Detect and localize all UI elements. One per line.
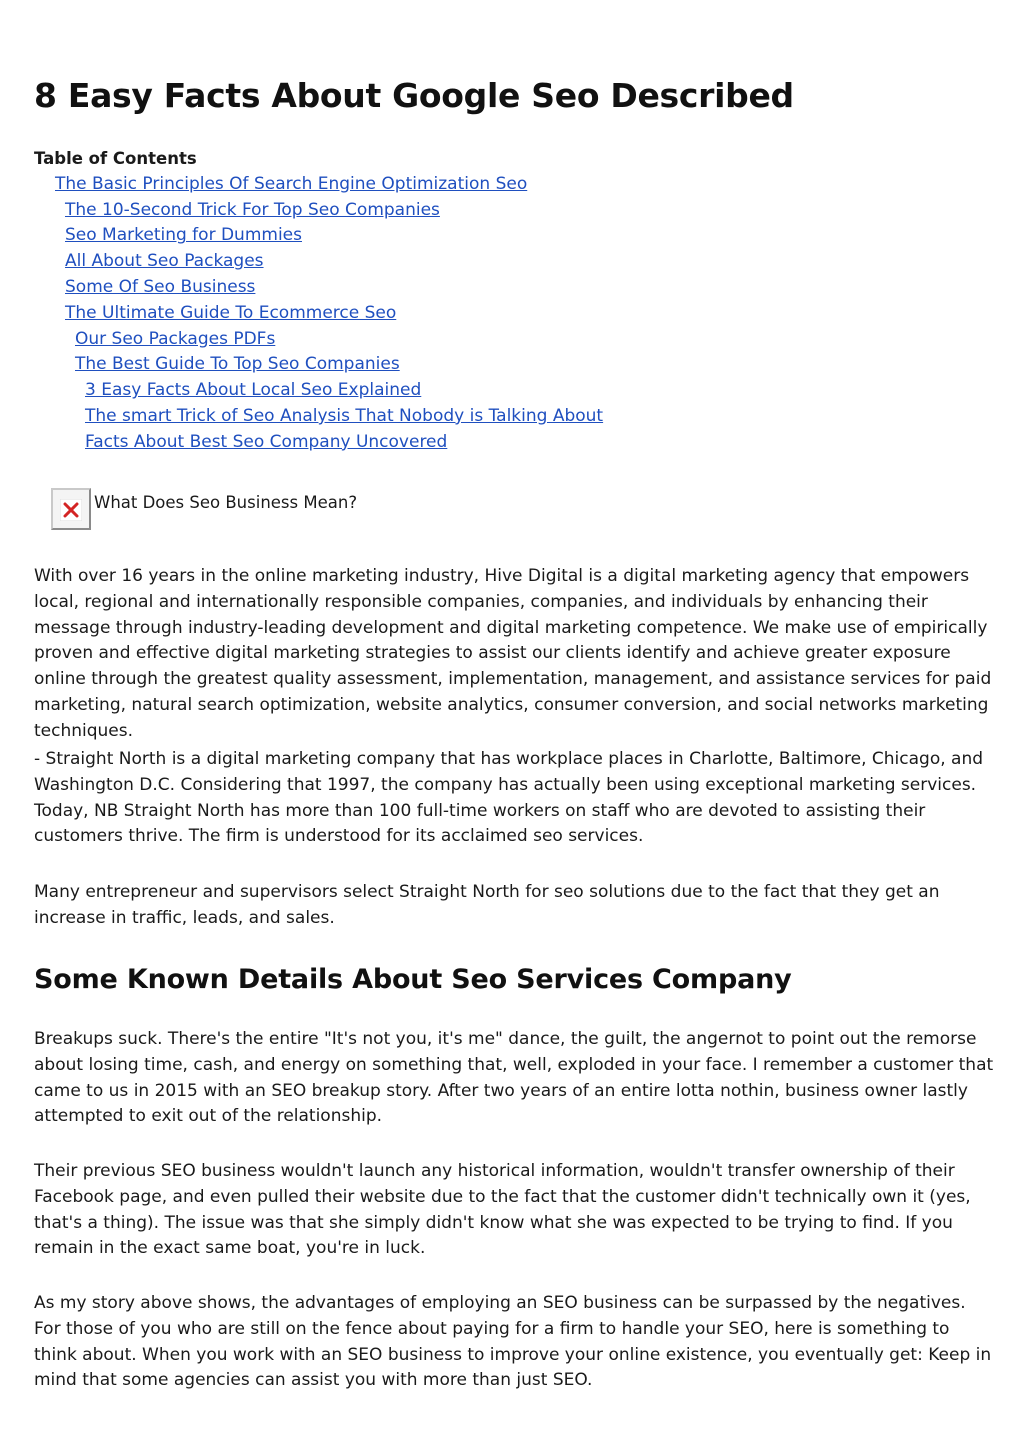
toc-item	[34, 352, 990, 378]
paragraph-hive-digital: With over 16 years in the online marketing industry, Hive Digital is a digital marketing agency that empowers local, regional and internationally responsible companies, companies, and individuals by enhancing their message through industry-leading development and digital marketing competence. We make use of empirically proven and effective digital marketing strategies to assist our clients identify and achieve greater exposure online through the greatest quality assessment, implementation, management, and assistance services for paid marketing, natural search optimization, website analytics, consumer conversion, and social networks marketing techniques.	[34, 566, 992, 741]
toc-item	[34, 378, 990, 404]
red-x-icon	[60, 499, 82, 521]
toc-heading: Table of Contents	[34, 149, 197, 168]
toc-link-ecommerce-seo[interactable]: The Ultimate Guide To Ecommerce Seo	[65, 302, 397, 323]
toc-link-seo-packages-pdfs[interactable]: Our Seo Packages PDFs	[75, 328, 276, 349]
broken-image-figure	[51, 488, 357, 530]
image-alt-text: What Does Seo Business Mean?	[94, 493, 358, 512]
toc-item	[34, 301, 990, 327]
toc-item	[34, 223, 990, 249]
toc-link-best-seo-company[interactable]: Facts About Best Seo Company Uncovered	[85, 431, 448, 452]
section-heading: Some Known Details About Seo Services Company	[34, 964, 792, 995]
toc-item	[34, 327, 990, 353]
toc-link-seo-business[interactable]: Some Of Seo Business	[65, 276, 256, 297]
paragraph-breakups: Breakups suck. There's the entire "It's not you, it's me" dance, the guilt, the angernot to point out the remorse about losing time, cash, and energy on something that, well, exploded in your face. I remember a customer that came to us in 2015 with an SEO breakup story. After two years of an entire lotta nothin, business owner lastly attempted to exit out of the relationship.	[34, 1029, 994, 1127]
paragraph-entrepreneurs: Many entrepreneur and supervisors select Straight North for seo solutions due to the fact that they get an increase in traffic, leads, and sales.	[34, 882, 940, 928]
paragraph-story: As my story above shows, the advantages of employing an SEO business can be surpassed by the negatives. For those of you who are still on the fence about paying for a firm to handle your SEO, here is something to think about. When you work with an SEO business to improve your online existence, you eventually get: Keep in mind that some agencies can assist you with more than just SEO.	[34, 1293, 992, 1391]
toc-link-local-seo[interactable]: 3 Easy Facts About Local Seo Explained	[85, 380, 422, 401]
toc-link-seo-analysis[interactable]: The smart Trick of Seo Analysis That Nobody is Talking About	[85, 405, 604, 426]
toc-item	[34, 198, 990, 224]
page-title: 8 Easy Facts About Google Seo Described	[34, 76, 794, 115]
toc-link-seo-packages[interactable]: All About Seo Packages	[65, 251, 264, 272]
toc-list	[34, 172, 990, 456]
toc-item	[34, 249, 990, 275]
toc-link-basic-principles[interactable]: The Basic Principles Of Search Engine Optimization Seo	[55, 173, 528, 194]
table-of-contents	[34, 146, 990, 456]
toc-link-10-second-trick[interactable]: The 10-Second Trick For Top Seo Companies	[65, 199, 440, 220]
toc-item	[34, 172, 990, 198]
paragraph-straight-north: - Straight North is a digital marketing company that has workplace places in Charlotte, Baltimore, Chicago, and Washington D.C. Considering that 1997, the company has actually been using exceptional marketing services. Today, NB Straight North has more than 100 full-time workers on staff who are devoted to assisting their customers thrive. The firm is understood for its acclaimed seo services.	[34, 749, 984, 847]
paragraph-previous-seo: Their previous SEO business wouldn't launch any historical information, wouldn't transfer ownership of their Facebook page, and even pulled their website due to the fact that the customer didn't technically own it (yes, that's a thing). The issue was that she simply didn't know what she was expected to be trying to find. If you remain in the exact same boat, you're in luck.	[34, 1161, 971, 1259]
toc-item	[34, 404, 990, 430]
toc-item	[34, 430, 990, 456]
toc-link-seo-marketing-dummies[interactable]: Seo Marketing for Dummies	[65, 225, 302, 246]
broken-image-icon	[51, 488, 91, 530]
toc-item	[34, 275, 990, 301]
toc-link-top-seo-companies[interactable]: The Best Guide To Top Seo Companies	[75, 354, 400, 375]
